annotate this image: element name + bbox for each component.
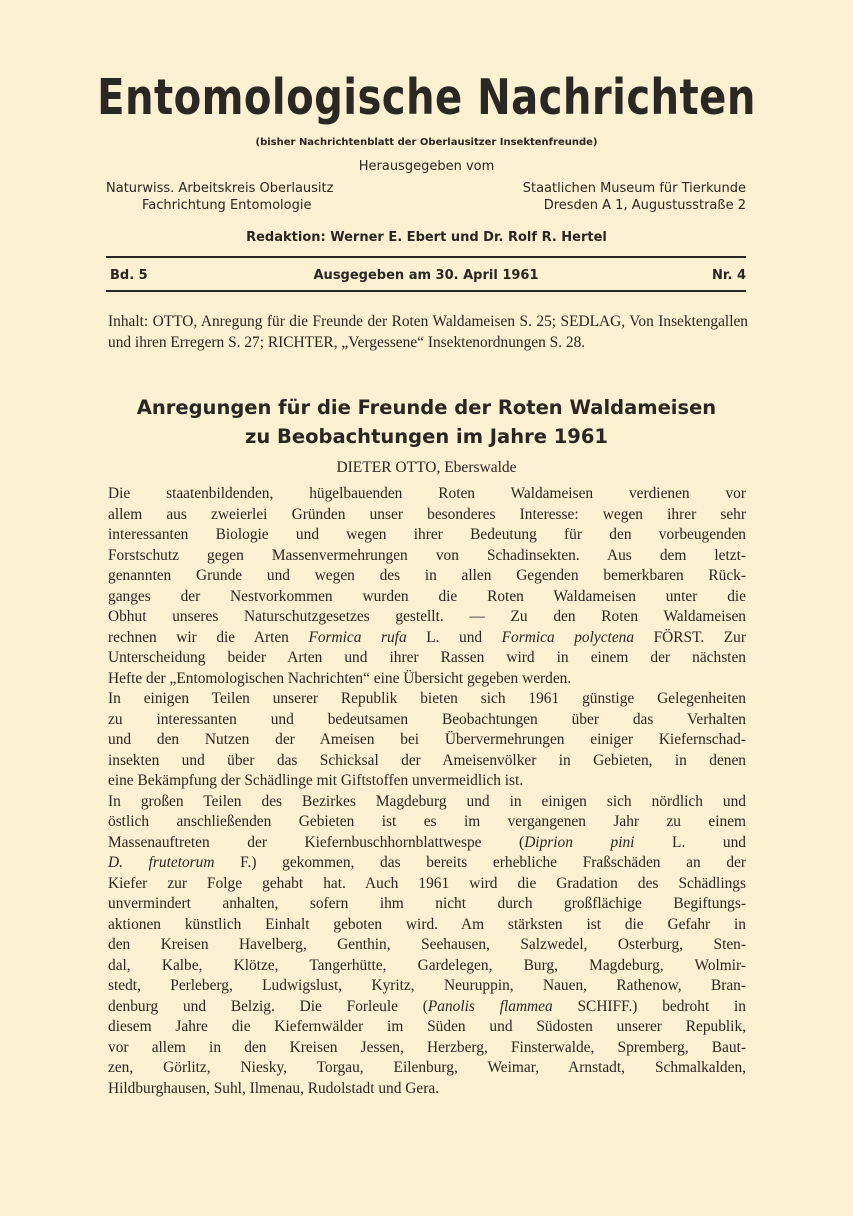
article-line: Unterscheidung beider Arten und ihrer Rassen wird in einem der nächsten (108, 649, 746, 666)
article-line: In einigen Teilen unserer Republik bieten sich 1961 günstige Gelegenheiten (108, 690, 746, 707)
article-line: rechnen wir die Arten Formica rufa L. und Formica polyctena FÖRST. Zur (108, 628, 746, 646)
article-line: allem aus zweierlei Gründen unser besonderes Interesse: wegen ihrer sehr (108, 505, 746, 523)
article-title (0, 393, 853, 451)
publisher-right-line: Staatlichen Museum für Tierkunde (522, 181, 746, 196)
article-line: vor allem in den Kreisen Jessen, Herzberg, Finsterwalde, Spremberg, Baut- (108, 1038, 746, 1056)
article-line: Obhut unseres Naturschutzgesetzes gestellt. — Zu den Roten Waldameisen (108, 608, 746, 625)
article-line: Massenauftreten der Kiefernbuschhornblattwespe (Diprion pini L. und (108, 833, 746, 851)
article-line: Die staatenbildenden, hügelbauenden Roten Waldameisen verdienen vor (108, 485, 746, 502)
divider-bottom (106, 290, 746, 292)
publisher-right-line: Dresden A 1, Augustusstraße 2 (543, 198, 746, 213)
article-line: Hefte der „Entomologischen Nachrichten“ eine Übersicht gegeben werden. (108, 669, 572, 687)
article-line: D. frutetorum F.) gekommen, das bereits erhebliche Fraßschäden an der (108, 854, 746, 871)
article-line: stedt, Perleberg, Ludwigslust, Kyritz, Neuruppin, Nauen, Rathenow, Bran- (108, 977, 746, 994)
article-line: Kiefer zur Folge gehabt hat. Auch 1961 wird die Gradation des Schädlings (108, 874, 746, 892)
article-line: interessanten Biologie und wegen ihrer Bedeutung für den vorbeugenden (108, 526, 746, 543)
article-line: In großen Teilen des Bezirkes Magdeburg und in einigen sich nördlich und (108, 792, 746, 810)
publisher-right (426, 180, 746, 214)
article-line: östlich anschließenden Gebieten ist es im vergangenen Jahr zu einem (108, 813, 746, 830)
article-author: DIETER OTTO, Eberswalde (336, 459, 517, 476)
issue-volume: Bd. 5 (110, 268, 148, 283)
article-line: ganges der Nestvorkommen wurden die Roten Waldameisen unter die (108, 587, 746, 605)
publisher-left (106, 180, 406, 214)
published-by: Herausgegeben vom (358, 159, 495, 174)
article-title-line: Anregungen für die Freunde der Roten Waldameisen (136, 396, 717, 419)
article-line: und den Nutzen der Ameisen bei Übervermehrungen einiger Kiefernschad- (108, 731, 746, 748)
article-title-line: zu Beobachtungen im Jahre 1961 (245, 425, 608, 448)
article-line: diesem Jahre die Kiefernwälder im Süden und Südosten unserer Republik, (108, 1018, 746, 1035)
article-line: Hildburghausen, Suhl, Ilmenau, Rudolstadt und Gera. (108, 1079, 439, 1097)
journal-title: Entomologische Nachrichten (97, 69, 756, 126)
article-line: genannten Grunde und wegen des in allen Gegenden bemerkbaren Rück- (108, 567, 746, 584)
article-line: insekten und über das Schicksal der Ameisenvölker in Gebieten, in denen (108, 751, 746, 769)
article-line: denburg und Belzig. Die Forleule (Panolis flammea SCHIFF.) bedroht in (108, 997, 746, 1015)
publisher-left-line: Fachrichtung Entomologie (142, 198, 312, 213)
issue-date: Ausgegeben am 30. April 1961 (313, 268, 539, 283)
article-line: Forstschutz gegen Massenvermehrungen von Schadinsekten. Aus dem letzt- (108, 546, 746, 564)
article-line: zu interessanten und bedeutsamen Beobachtungen über das Verhalten (108, 710, 746, 728)
editors: Redaktion: Werner E. Ebert und Dr. Rolf R. Hertel (246, 230, 607, 245)
article-line: dal, Kalbe, Klötze, Tangerhütte, Gardelegen, Burg, Magdeburg, Wolmir- (108, 956, 746, 974)
article-line: zen, Görlitz, Niesky, Torgau, Eilenburg, Weimar, Arnstadt, Schmalkalden, (108, 1059, 746, 1076)
issue-number: Nr. 4 (712, 268, 746, 283)
journal-subtitle: (bisher Nachrichtenblatt der Oberlausitzer Insektenfreunde) (255, 137, 598, 148)
article-line: aktionen künstlich Einhalt geboten wird. Am stärksten ist die Gefahr in (108, 915, 746, 933)
article-line: eine Bekämpfung der Schädlinge mit Giftstoffen unvermeidlich ist. (108, 772, 524, 789)
article-body (108, 484, 746, 1099)
article-line: unvermindert anhalten, sofern ihm nicht durch großflächige Begiftungs- (108, 895, 746, 912)
publisher-left-line: Naturwiss. Arbeitskreis Oberlausitz (106, 181, 334, 196)
table-of-contents: Inhalt: OTTO, Anregung für die Freunde der Roten Waldameisen S. 25; SEDLAG, Von Insektengallen und ihren Erregern S. 27; RICHTER, „Vergessene“ Insektenordnungen S. 28. (108, 313, 748, 351)
article-line: den Kreisen Havelberg, Genthin, Seehausen, Salzwedel, Osterburg, Sten- (108, 936, 746, 953)
divider-top (106, 256, 746, 258)
